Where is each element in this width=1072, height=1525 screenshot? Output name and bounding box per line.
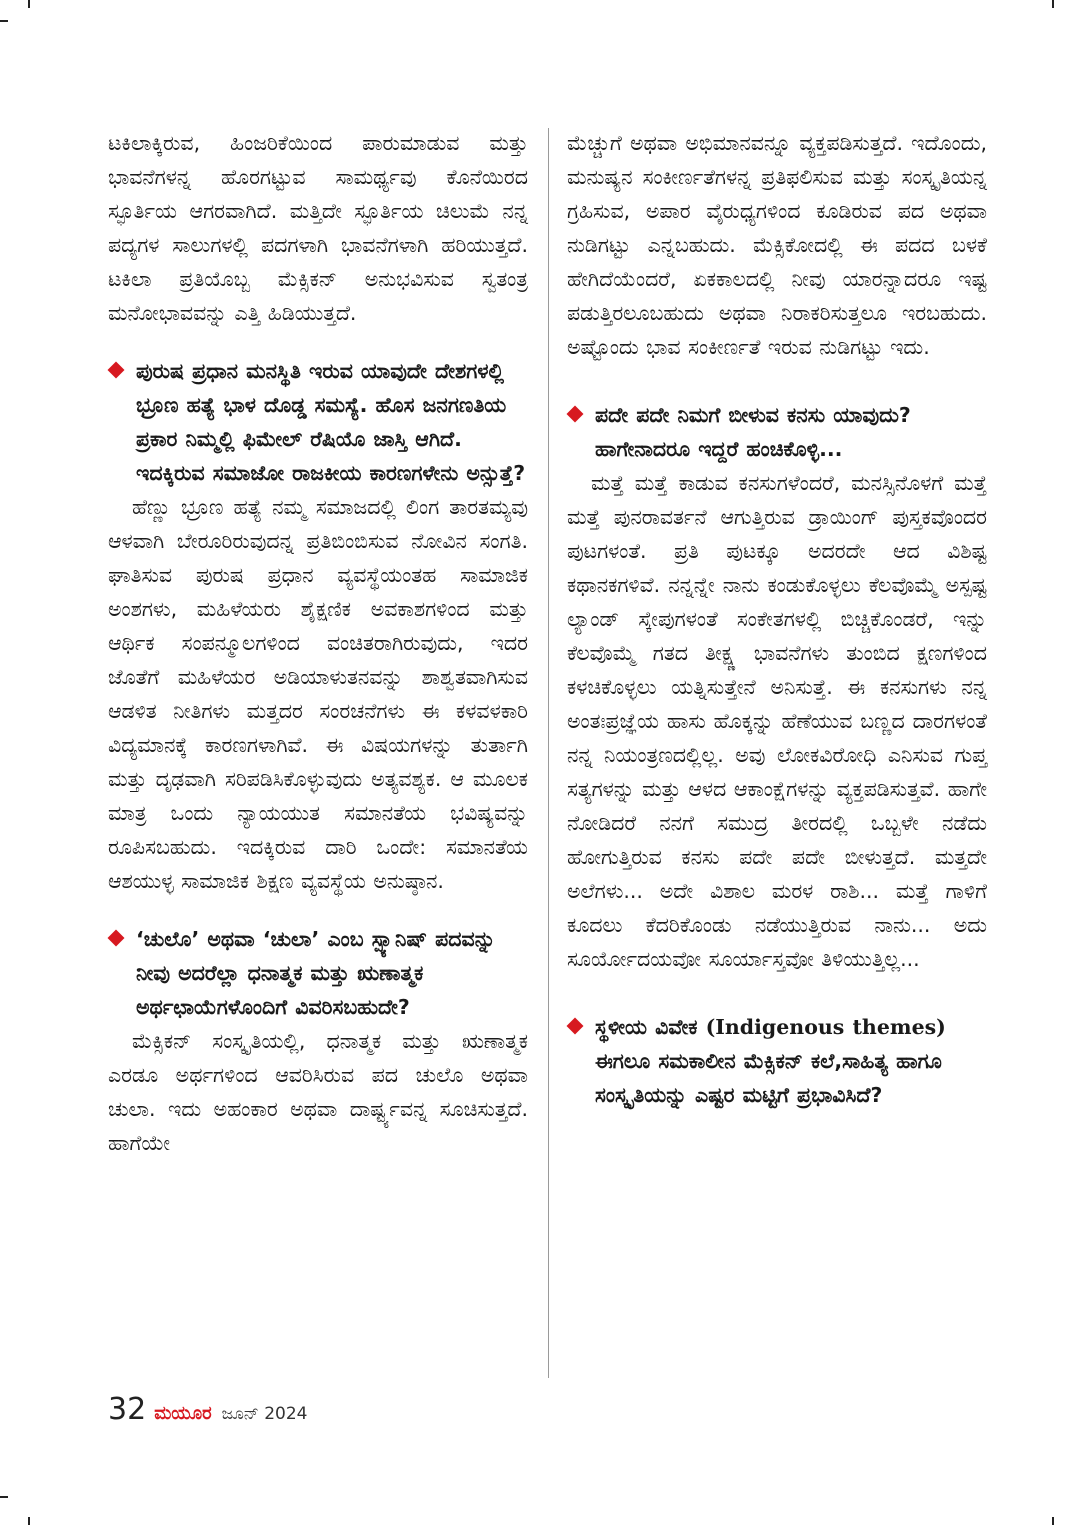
magazine-logo: ಮಯೂರ	[154, 1403, 212, 1424]
crop-mark-top-right	[1052, 0, 1054, 8]
answer-paragraph: ಮೆಕ್ಸಿಕನ್ ಸಂಸ್ಕೃತಿಯಲ್ಲಿ, ಧನಾತ್ಮಕ ಮತ್ತು ಋಣಾತ್ಮಕ ಎರಡೂ ಅರ್ಥಗಳಿಂದ ಆವರಿಸಿರುವ ಪದ ಚುಲೊ ಅಥವಾ ಚುಲಾ. ಇದು ಅಹಂಕಾರ ಅಥವಾ ದಾರ್ಷ್ಟ್ಯವನ್ನ ಸೂಚಿಸುತ್ತದೆ. ಹಾಗೆಯೇ	[108, 1029, 528, 1155]
right-column	[567, 126, 987, 1112]
question-heading	[108, 922, 528, 1024]
question-heading	[567, 1010, 987, 1112]
question-heading	[567, 398, 987, 466]
question-text: ಪದೇ ಪದೇ ನಿಮಗೆ ಬೀಳುವ ಕನಸು ಯಾವುದು? ಹಾಗೇನಾದರೂ ಇದ್ದರೆ ಹಂಚಿಕೊಳ್ಳಿ...	[595, 403, 911, 461]
crop-mark-top-mid	[28, 0, 30, 8]
page-footer	[108, 1392, 308, 1432]
column-divider	[548, 128, 549, 1378]
crop-mark-bottom-right	[1052, 1517, 1054, 1525]
question-text: ‘ಚುಲೊ’ ಅಥವಾ ‘ಚುಲಾ’ ಎಂಬ ಸ್ಪ್ಯಾನಿಷ್ ಪದವನ್ನು ನೀವು ಅದರೆಲ್ಲಾ ಧನಾತ್ಮಕ ಮತ್ತು ಋಣಾತ್ಮಕ ಅರ್ಥಛಾಯೆಗಳೊಂದಿಗೆ ವಿವರಿಸಬಹುದೇ?	[136, 927, 496, 1019]
diamond-bullet-icon	[108, 362, 125, 379]
question-text: ಪುರುಷ ಪ್ರಧಾನ ಮನಸ್ಥಿತಿ ಇರುವ ಯಾವುದೇ ದೇಶಗಳಲ್ಲಿ ಭ್ರೂಣ ಹತ್ಯೆ ಭಾಳ ದೊಡ್ಡ ಸಮಸ್ಯೆ. ಹೊಸ ಜನಗಣತಿಯ ಪ್ರಕಾರ ನಿಮ್ಮಲ್ಲಿ ಫಿಮೇಲ್ ರೆಷಿಯೊ ಜಾಸ್ತಿ ಆಗಿದೆ. ಇದಕ್ಕಿರುವ ಸಮಾಜೋ ರಾಜಕೀಯ ಕಾರಣಗಳೇನು ಅನ್ಸುತ್ತೆ?	[136, 359, 526, 485]
diamond-bullet-icon	[567, 1018, 584, 1035]
paragraph: ಮೆಚ್ಚುಗೆ ಅಥವಾ ಅಭಿಮಾನವನ್ನೂ ವ್ಯಕ್ತಪಡಿಸುತ್ತದೆ. ಇದೊಂದು, ಮನುಷ್ಯನ ಸಂಕೀರ್ಣತೆಗಳನ್ನ ಪ್ರತಿಫಲಿಸುವ ಮತ್ತು ಸಂಸ್ಕೃತಿಯನ್ನ ಗ್ರಹಿಸುವ, ಅಪಾರ ವೈರುಧ್ಯಗಳಿಂದ ಕೂಡಿರುವ ಪದ ಅಥವಾ ನುಡಿಗಟ್ಟು ಎನ್ನಬಹುದು. ಮೆಕ್ಸಿಕೋದಲ್ಲಿ ಈ ಪದದ ಬಳಕೆ ಹೇಗಿದೆಯೆಂದರೆ, ಏಕಕಾಲದಲ್ಲಿ ನೀವು ಯಾರನ್ನಾದರೂ ಇಷ್ಟ ಪಡುತ್ತಿರಲೂಬಹುದು ಅಥವಾ ನಿರಾಕರಿಸುತ್ತಲೂ ಇರಬಹುದು. ಅಷ್ಟೊಂದು ಭಾವ ಸಂಕೀರ್ಣತೆ ಇರುವ ನುಡಿಗಟ್ಟು ಇದು.	[567, 131, 987, 359]
question-heading	[108, 354, 528, 490]
answer-paragraph: ಮತ್ತೆ ಮತ್ತೆ ಕಾಡುವ ಕನಸುಗಳೆಂದರೆ, ಮನಸ್ಸಿನೊಳಗೆ ಮತ್ತೆ ಮತ್ತೆ ಪುನರಾವರ್ತನೆ ಆಗುತ್ತಿರುವ ಡ್ರಾಯಿಂಗ್ ಪುಸ್ತಕವೊಂದರ ಪುಟಗಳಂತೆ. ಪ್ರತಿ ಪುಟಕ್ಕೂ ಅದರದೇ ಆದ ವಿಶಿಷ್ಟ ಕಥಾನಕಗಳಿವೆ. ನನ್ನನ್ನೇ ನಾನು ಕಂಡುಕೊಳ್ಳಲು ಕೆಲವೊಮ್ಮೆ ಅಸ್ಪಷ್ಟ ಲ್ಯಾಂಡ್ ಸ್ಕೇಪುಗಳಂತೆ ಸಂಕೇತಗಳಲ್ಲಿ ಬಿಚ್ಚಿಕೊಂಡರೆ, ಇನ್ನು ಕೆಲವೊಮ್ಮೆ ಗತದ ತೀಕ್ಷ್ಣ ಭಾವನೆಗಳು ತುಂಬಿದ ಕ್ಷಣಗಳಿಂದ ಕಳಚಿಕೊಳ್ಳಲು ಯತ್ನಿಸುತ್ತೇನೆ ಅನಿಸುತ್ತೆ. ಈ ಕನಸುಗಳು ನನ್ನ ಅಂತಃಪ್ರಜ್ಞೆಯ ಹಾಸು ಹೊಕ್ಕನ್ನು ಹೆಣೆಯುವ ಬಣ್ಣದ ದಾರಗಳಂತೆ ನನ್ನ ನಿಯಂತ್ರಣದಲ್ಲಿಲ್ಲ. ಅವು ಲೋಕವಿರೋಧಿ ಎನಿಸುವ ಗುಪ್ತ ಸತ್ಯಗಳನ್ನು ಮತ್ತು ಆಳದ ಆಕಾಂಕ್ಷೆಗಳನ್ನು ವ್ಯಕ್ತಪಡಿಸುತ್ತವೆ. ಹಾಗೇ ನೋಡಿದರೆ ನನಗೆ ಸಮುದ್ರ ತೀರದಲ್ಲಿ ಒಬ್ಬಳೇ ನಡೆದು ಹೋಗುತ್ತಿರುವ ಕನಸು ಪದೇ ಪದೇ ಬೀಳುತ್ತದೆ. ಮತ್ತದೇ ಅಲೆಗಳು... ಅದೇ ವಿಶಾಲ ಮರಳ ರಾಶಿ... ಮತ್ತೆ ಗಾಳಿಗೆ ಕೂದಲು ಕೆದರಿಕೊಂಡು ನಡೆಯುತ್ತಿರುವ ನಾನು... ಅದು ಸೂರ್ಯೋದಯವೋ ಸೂರ್ಯಾಸ್ತವೋ ತಿಳಿಯುತ್ತಿಲ್ಲ...	[567, 471, 987, 971]
question-text: ಈಗಲೂ ಸಮಕಾಲೀನ ಮೆಕ್ಸಿಕನ್ ಕಲೆ,ಸಾಹಿತ್ಯ ಹಾಗೂ ಸಂಸ್ಕೃತಿಯನ್ನು ಎಷ್ಟರ ಮಟ್ಟಿಗೆ ಪ್ರಭಾವಿಸಿದೆ?	[595, 1049, 942, 1107]
left-column	[108, 126, 528, 1160]
crop-mark-top-left	[0, 20, 8, 22]
diamond-bullet-icon	[567, 406, 584, 423]
paragraph: ಟಕಿಲಾಕ್ಕಿರುವ, ಹಿಂಜರಿಕೆಯಿಂದ ಪಾರುಮಾಡುವ ಮತ್ತು ಭಾವನೆಗಳನ್ನ ಹೊರಗಟ್ಟುವ ಸಾಮರ್ಥ್ಯವು ಕೊನೆಯಿರದ ಸ್ಫೂರ್ತಿಯ ಆಗರವಾಗಿದೆ. ಮತ್ತಿದೇ ಸ್ಫೂರ್ತಿಯ ಚಿಲುಮೆ ನನ್ನ ಪದ್ಯಗಳ ಸಾಲುಗಳಲ್ಲಿ ಪದಗಳಾಗಿ ಭಾವನೆಗಳಾಗಿ ಹರಿಯುತ್ತದೆ. ಟಕಿಲಾ ಪ್ರತಿಯೊಬ್ಬ ಮೆಕ್ಸಿಕನ್ ಅನುಭವಿಸುವ ಸ್ವತಂತ್ರ ಮನೋಭಾವವನ್ನು ಎತ್ತಿ ಹಿಡಿಯುತ್ತದೆ.	[108, 131, 528, 325]
issue-date: ಜೂನ್ 2024	[221, 1404, 308, 1424]
crop-mark-bottom-left	[0, 1496, 8, 1498]
diamond-bullet-icon	[108, 930, 125, 947]
question-text-kannada: ಸ್ಥಳೀಯ ವಿವೇಕ	[595, 1015, 706, 1039]
answer-paragraph: ಹೆಣ್ಣು ಭ್ರೂಣ ಹತ್ಯೆ ನಮ್ಮ ಸಮಾಜದಲ್ಲಿ ಲಿಂಗ ತಾರತಮ್ಯವು ಆಳವಾಗಿ ಬೇರೂರಿರುವುದನ್ನ ಪ್ರತಿಬಿಂಬಿಸುವ ನೋವಿನ ಸಂಗತಿ. ಘಾತಿಸುವ ಪುರುಷ ಪ್ರಧಾನ ವ್ಯವಸ್ಥೆಯಂತಹ ಸಾಮಾಜಿಕ ಅಂಶಗಳು, ಮಹಿಳೆಯರು ಶೈಕ್ಷಣಿಕ ಅವಕಾಶಗಳಿಂದ ಮತ್ತು ಆರ್ಥಿಕ ಸಂಪನ್ಮೂಲಗಳಿಂದ ವಂಚಿತರಾಗಿರುವುದು, ಇದರ ಜೊತೆಗೆ ಮಹಿಳೆಯರ ಅಡಿಯಾಳುತನವನ್ನು ಶಾಶ್ವತವಾಗಿಸುವ ಆಡಳಿತ ನೀತಿಗಳು ಮತ್ತದರ ಸಂರಚನೆಗಳು ಈ ಕಳವಳಕಾರಿ ವಿದ್ಯಮಾನಕ್ಕೆ ಕಾರಣಗಳಾಗಿವೆ. ಈ ವಿಷಯಗಳನ್ನು ತುರ್ತಾಗಿ ಮತ್ತು ದೃಢವಾಗಿ ಸರಿಪಡಿಸಿಕೊಳ್ಳುವುದು ಅತ್ಯವಶ್ಯಕ. ಆ ಮೂಲಕ ಮಾತ್ರ ಒಂದು ನ್ಯಾಯಯುತ ಸಮಾನತೆಯ ಭವಿಷ್ಯವನ್ನು ರೂಪಿಸಬಹುದು. ಇದಕ್ಕಿರುವ ದಾರಿ ಒಂದೇ: ಸಮಾನತೆಯ ಆಶಯುಳ್ಳ ಸಾಮಾಜಿಕ ಶಿಕ್ಷಣ ವ್ಯವಸ್ಥೆಯ ಅನುಷ್ಠಾನ.	[108, 495, 528, 893]
page-number: 32	[108, 1392, 147, 1427]
question-text-english: (Indigenous themes)	[705, 1015, 946, 1039]
crop-mark-bottom-mid	[28, 1517, 30, 1525]
